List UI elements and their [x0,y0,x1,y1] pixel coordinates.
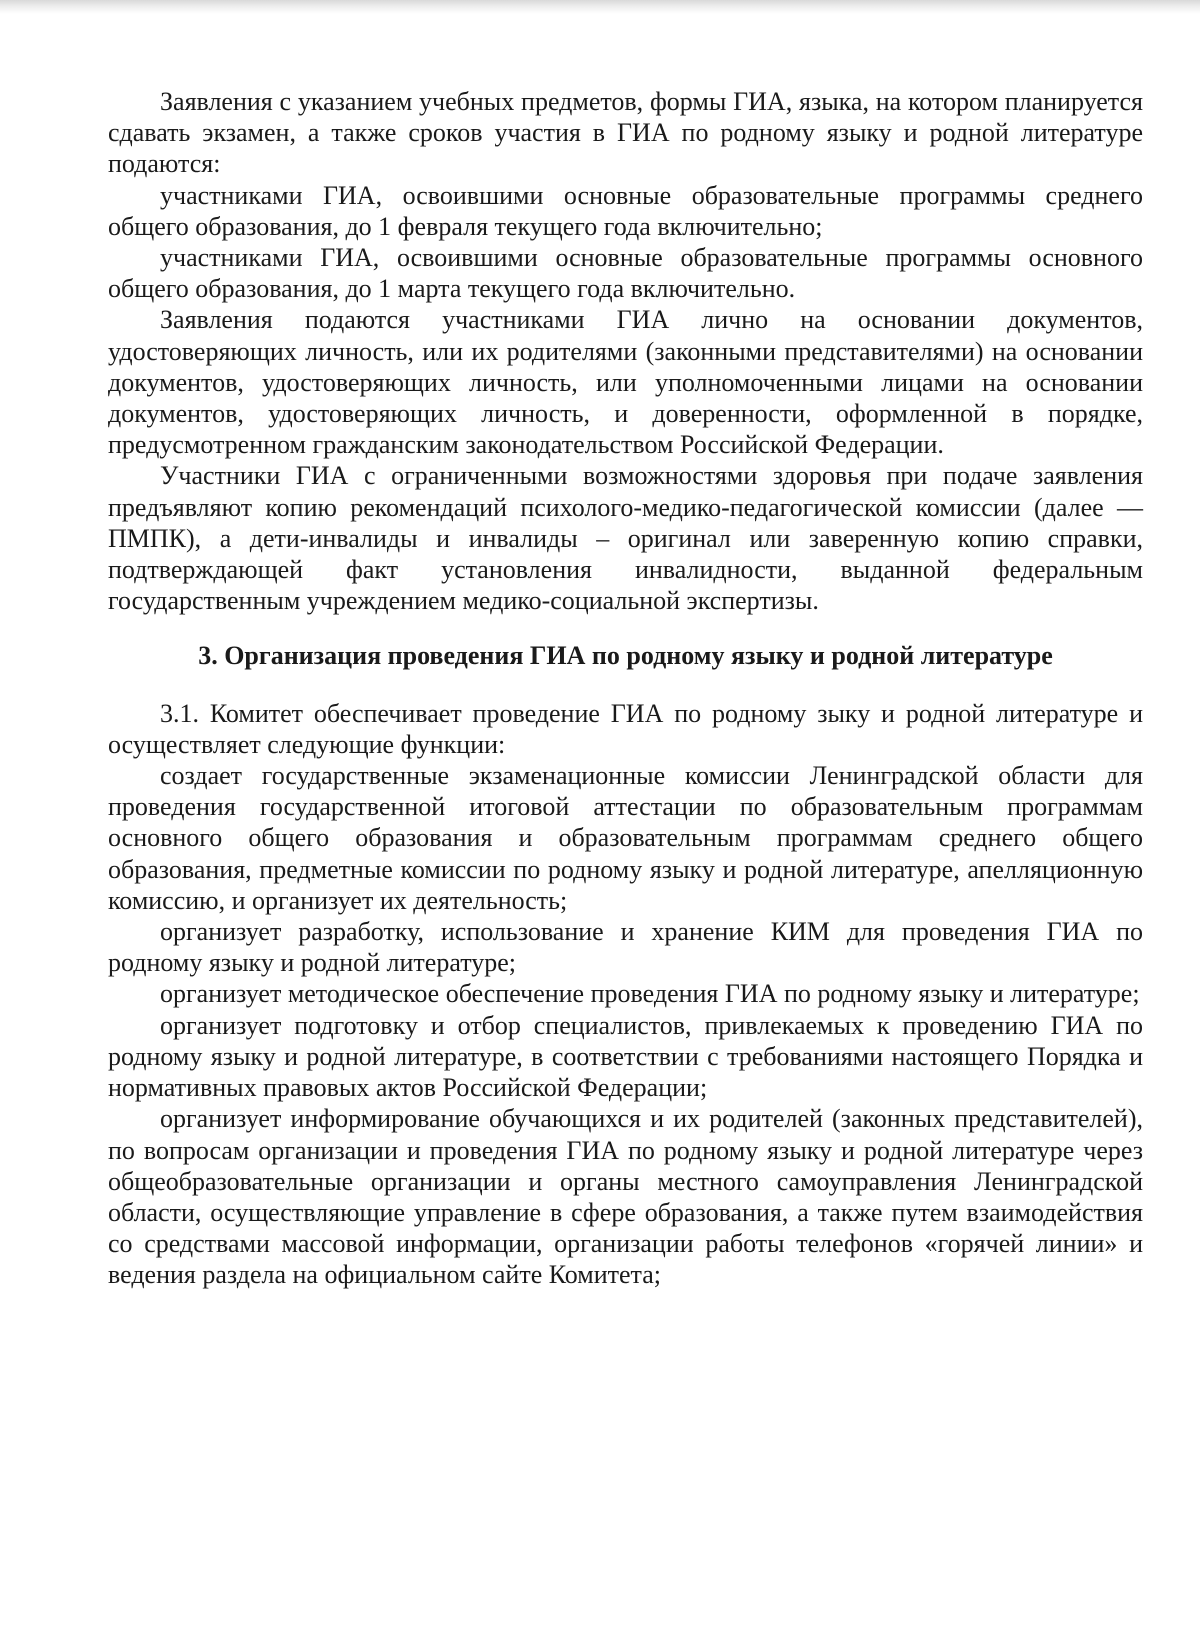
paragraph-secondary-deadline: участниками ГИА, освоившими основные образовательные программы среднего общего образования, до 1 февраля текущего года включительно; [108,180,1143,241]
paragraph-applications: Заявления с указанием учебных предметов, формы ГИА, языка, на котором планируется сдавать экзамен, а также сроков участия в ГИА по родному языку и родной литературе подаются: [108,87,1143,179]
paragraph-submission: Заявления подаются участниками ГИА лично на основании документов, удостоверяющих личность, или их родителями (законными представителями) на основании документов, удостоверяющих личность, или уполномоченными лицами на основании документов, удостоверяющих личность, и доверенности, оформленной в порядке, предусмотренном гражданским законодательством Российской Федерации. [108,305,1143,460]
paragraph-basic-deadline: участниками ГИА, освоившими основные образовательные программы основного общего образования, до 1 марта текущего года включительно. [108,243,1143,304]
section-heading: 3. Организация проведения ГИА по родному языку и родной литературе [198,641,1053,671]
paragraph-methodical: организует методическое обеспечение проведения ГИА по родному языку и литературе; [160,979,1140,1009]
paragraph-committee: 3.1. Комитет обеспечивает проведение ГИА по родному зыку и родной литературе и осуществляет следующие функции: [108,698,1143,759]
paragraph-disabilities: Участники ГИА с ограниченными возможностями здоровья при подаче заявления предъявляют копию рекомендаций психолого-медико-педагогической комиссии (далее — ПМПК), а дети-инвалиды и инвалиды – оригинал или заверенную копию справки, подтверждающей факт установления инвалидности, выданной федеральным государственным учреждением медико-социальной экспертизы. [108,461,1143,616]
paragraph-specialists: организует подготовку и отбор специалистов, привлекаемых к проведению ГИА по родному языку и родной литературе, в соответствии с требованиями настоящего Порядка и нормативных правовых актов Российской Федерации; [108,1010,1143,1103]
paragraph-kim: организует разработку, использование и хранение КИМ для проведения ГИА по родному языку и родной литературе; [108,917,1143,978]
scan-edge [0,0,1200,14]
paragraph-commissions: создает государственные экзаменационные комиссии Ленинградской области для проведения государственной итоговой аттестации по образовательным программам основного общего образования и образовательным программам среднего общего образования, предметные комиссии по родному языку и родной литературе, апелляционную комиссию, и организует их деятельность; [108,761,1143,915]
paragraph-informing: организует информирование обучающихся и их родителей (законных представителей), по вопросам организации и проведения ГИА по родному языку и родной литературе через общеобразовательные организации и органы местного самоуправления Ленинградской области, осуществляющие управление в сфере образования, а также путем взаимодействия со средствами массовой информации, организации работы телефонов «горячей линии» и ведения раздела на официальном сайте Комитета; [108,1104,1143,1290]
document-page [108,86,1143,1291]
